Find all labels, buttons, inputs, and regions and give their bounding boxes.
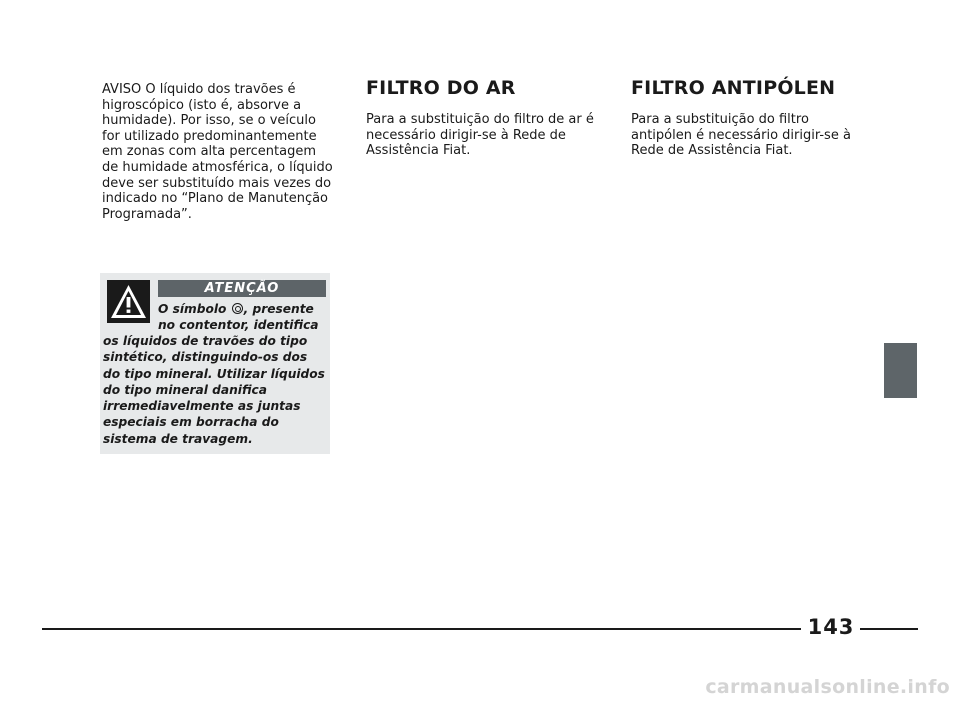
column1-paragraph: AVISO O líquido dos travões é higroscópico (isto é, absorve a humidade). Por isso, se o veículo for utilizado predominantemente em zonas com alta percentagem de humidade atmosférica, o líquido deve ser substituído mais vezes do indicado no “Plano de Manutenção Programada”. [102, 82, 333, 222]
page-number: 143 [807, 615, 855, 639]
footer-rule-right [860, 628, 918, 630]
atencao-banner: ATENÇÃO [158, 280, 326, 297]
warning-triangle-icon [107, 280, 150, 323]
footer-rule-left [42, 628, 801, 630]
warning-intro-start: O símbolo [158, 302, 227, 316]
warning-intro-end: , presente no contentor, identifica [158, 302, 319, 333]
section-side-tab [884, 343, 917, 398]
warning-box [100, 273, 330, 454]
air-filter-heading: FILTRO DO AR [366, 77, 516, 99]
watermark: carmanualsonline.info [705, 676, 950, 698]
pollen-filter-paragraph: Para a substituição do filtro antipólen é necessário dirigir-se à Rede de Assistência Fiat. [631, 112, 851, 159]
warning-intro [158, 301, 328, 334]
air-filter-paragraph: Para a substituição do filtro de ar é necessário dirigir-se à Rede de Assistência Fiat. [366, 112, 594, 159]
warning-body: os líquidos de travões do tipo sintético, distinguindo-os dos do tipo mineral. Utilizar líquidos do tipo mineral danifica irremediavelmente as juntas especiais em borracha do sistema de travagem. [103, 334, 325, 446]
synthetic-fluid-symbol-icon [232, 303, 243, 314]
pollen-filter-heading: FILTRO ANTIPÓLEN [631, 77, 836, 99]
